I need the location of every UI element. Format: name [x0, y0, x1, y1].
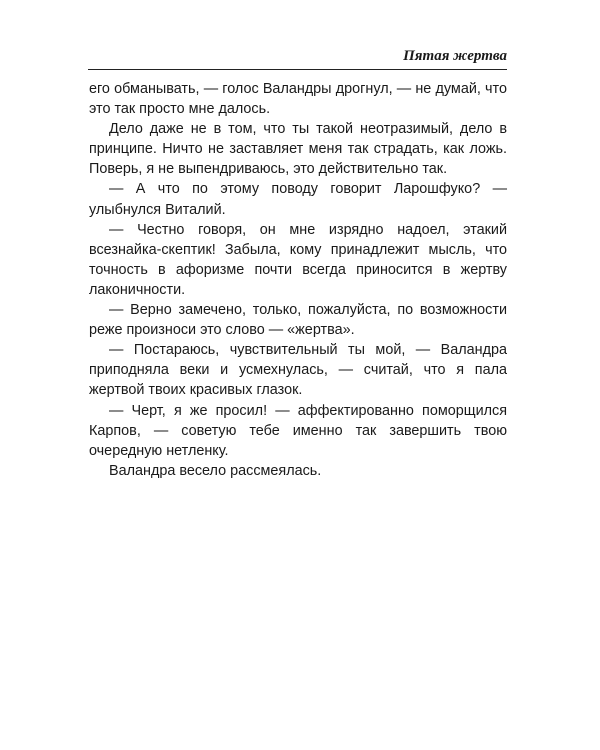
paragraph: его обманывать, — голос Валандры дрогнул, — не думай, что это так просто мне далось. — [89, 81, 507, 118]
paragraph: — Черт, я же просил! — аффектированно поморщился Карпов, — советую тебе именно так завершить твою очередную нетленку. — [89, 402, 507, 459]
page-body — [89, 79, 507, 481]
running-header — [88, 47, 507, 70]
paragraph: — Постараюсь, чувствительный ты мой, — Валандра приподняла веки и усмехнулась, — считай, что я пала жертвой твоих красивых глазок. — [89, 342, 507, 399]
paragraph: Дело даже не в том, что ты такой неотразимый, дело в принципе. Ничто не заставляет меня так страдать, как ложь. Поверь, я не выпендриваюсь, это действительно так. — [89, 121, 507, 178]
paragraph: Валандра весело рассмеялась. — [109, 462, 322, 479]
running-header-title: Пятая жертва — [403, 48, 507, 64]
paragraph: — Честно говоря, он мне изрядно надоел, этакий всезнайка-скептик! Забыла, кому принадлежит мысль, что точность в афоризме почти всегда приносится в жертву лаконичности. — [89, 221, 507, 298]
paragraph: — А что по этому поводу говорит Ларошфуко? — улыбнулся Виталий. — [89, 181, 507, 218]
paragraph: — Верно замечено, только, пожалуйста, по возможности реже произноси это слово — «жертва». — [89, 302, 507, 339]
